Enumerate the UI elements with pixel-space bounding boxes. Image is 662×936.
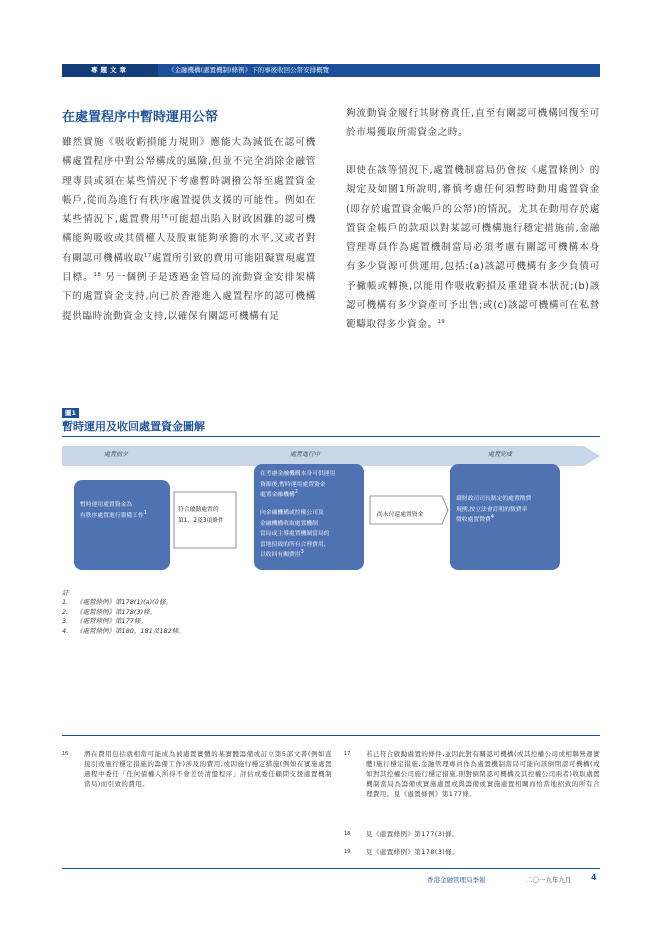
flow-connector-1-text: 符合啟動處置的 第1、2及3項條件 — [178, 507, 224, 524]
figure-note: 2. 《處置條例》第178(3)條。 — [62, 607, 157, 616]
flow-box-5-text: 藉財政司司長制定的處置徵費 規例,按立法會訂明的徵費率 徵收處置徵費$^4$ — [456, 496, 532, 523]
section-heading: 在處置程序中暫時運用公帑 — [62, 110, 219, 125]
figure-rule — [62, 436, 600, 437]
body-paragraph-right-1: 夠流動資金履行其財務責任,直至有關認可機構回復至可於市場獲取所需資金之時。 — [346, 108, 600, 139]
flow-box-1 — [74, 480, 170, 570]
flow-connector-2-text: 尚未付還處置資金 — [377, 512, 424, 518]
body-paragraph-right-2: 即使在該等情況下,處置機制當局仍會按《處置條例》的規定及如圖1所說明,審慎考慮任何須暫時動用處置資金(即存於處置資金帳戶的公帑)的情況。尤其在動用存於處置資金帳戶的款項以對某認可機構施行穩定措施前,金融管理專員作為處置機制當局必須考慮有關認可機構本身有多少資源可供運用,包括:(a)該認可機構有多少負債可予撇帳或轉換,以能用作吸收虧損及重建資本狀況;(b)該認可機構有多少資產可予出售;或(c)該認可機構可在私營範疇取得多少資金。$^{19}$ — [346, 165, 600, 331]
stage-label-before: 處置前夕 — [104, 451, 129, 458]
footer-rule — [62, 868, 600, 869]
footnote-18: 18 見《處置條例》第177(3)條。 — [344, 830, 460, 838]
footer-page-number: 4 — [591, 873, 597, 882]
figure-note: 3. 《處置條例》第177條。 — [62, 617, 147, 626]
figure-notes-list — [62, 598, 362, 637]
footnote-17: 17 若已符合啟動處置的條件,並因此對有關認可機構(或其控權公司或相聯營運實體)施行穩定措施,金融管理專員作為處置機制當局可能向該倒閉認可機構(或如對其控權公司施行穩定措施,則對倒閉認可機構及其控權公司兩者)收取處置機制當局為籌備或實施處置或與籌備或實施處置相關而恰當地招致的所有合理費用。見《處置條例》第177條。 — [344, 750, 600, 798]
footnotes-rule — [62, 735, 600, 736]
flow-box-3-text-a: 在考慮金融機構本身可供運用 資源後,暫時運用處置資金 處置金融機構$^2$ — [260, 471, 336, 498]
stage-label-after: 處置完成 — [488, 451, 513, 458]
footer-journal-name: 香港金融管理局季報 — [427, 876, 486, 884]
header-section-label: 專題文章 — [62, 64, 158, 77]
figure-notes-label: 註 — [62, 589, 69, 597]
flow-box-1-text: 暫時運用處置資金為 有秩序處置進行籌備工作$^1$ — [80, 502, 147, 519]
timeline-band — [62, 446, 600, 466]
footnote-19: 19 見《處置條例》第178(3)條。 — [344, 848, 460, 856]
figure-title: 暫時運用及收回處置資金圖解 — [62, 420, 205, 433]
body-paragraph-left: 雖然實施《吸收虧損能力規則》應能大為減低在認可機構處置程序中對公帑構成的風險,但並不完全消除金融管理專員或須在某些情況下考慮暫時調撥公帑至處置資金帳戶,從而為進行有秩序處置提供支援的可能性。例如在某些情況下,處置費用$^{16}$可能超出陷入財政困難的認可機構能夠吸收或其債權人及股東能夠承擔的水平,又或者對有關認可機構收取$^{17}$處置所引致的費用可能阻礙實現處置目標。$^{18}$ 另一個例子是透過金管局的流動資金安排架構下的處置資金支持,向已於香港進入處置程序的認可機構提供臨時流動資金支持,以確保有關認可機構有足 — [62, 137, 316, 322]
footnote-ref-19[interactable]: 19 — [437, 319, 446, 326]
flow-box-3-text-b: 向金融機構或控權公司及 金融機構收取處置機制 當局或主導處置機制當局的 當地招致的所有合理費用, 以收回有關費用$^3$ — [260, 510, 330, 558]
header-article-title: 《金融機構(處置機制)條例》下的事後收回公帑安排概覽 — [168, 66, 330, 74]
footer-date: 二〇一九年九月 — [526, 876, 572, 884]
figure-tag: 圖1 — [62, 408, 79, 418]
figure-note: 1. 《處置條例》第178(1)(a)(i)條。 — [62, 598, 173, 606]
figure-note: 4. 《處置條例》第180、181及182條。 — [62, 627, 185, 636]
footnote-ref-17[interactable]: 17 — [144, 252, 152, 259]
footnote-ref-18[interactable]: 18 — [93, 271, 102, 278]
footnote-16: 16 潛在費用包括就相當可能成為被處置實體的某實體籌備或訂立第5部文書(例如直接引致施行穩定措施的籌備工作)涉及的費用;或因施行穩定措施(例如在實施處置過程中委任「任何債權人所得不會差於清盤程序」評估或委任顧問支援處置機制當局)而引致的費用。 — [62, 750, 332, 788]
footnote-ref-16[interactable]: 16 — [160, 214, 169, 220]
stage-label-during: 處置進行中 — [290, 451, 321, 458]
